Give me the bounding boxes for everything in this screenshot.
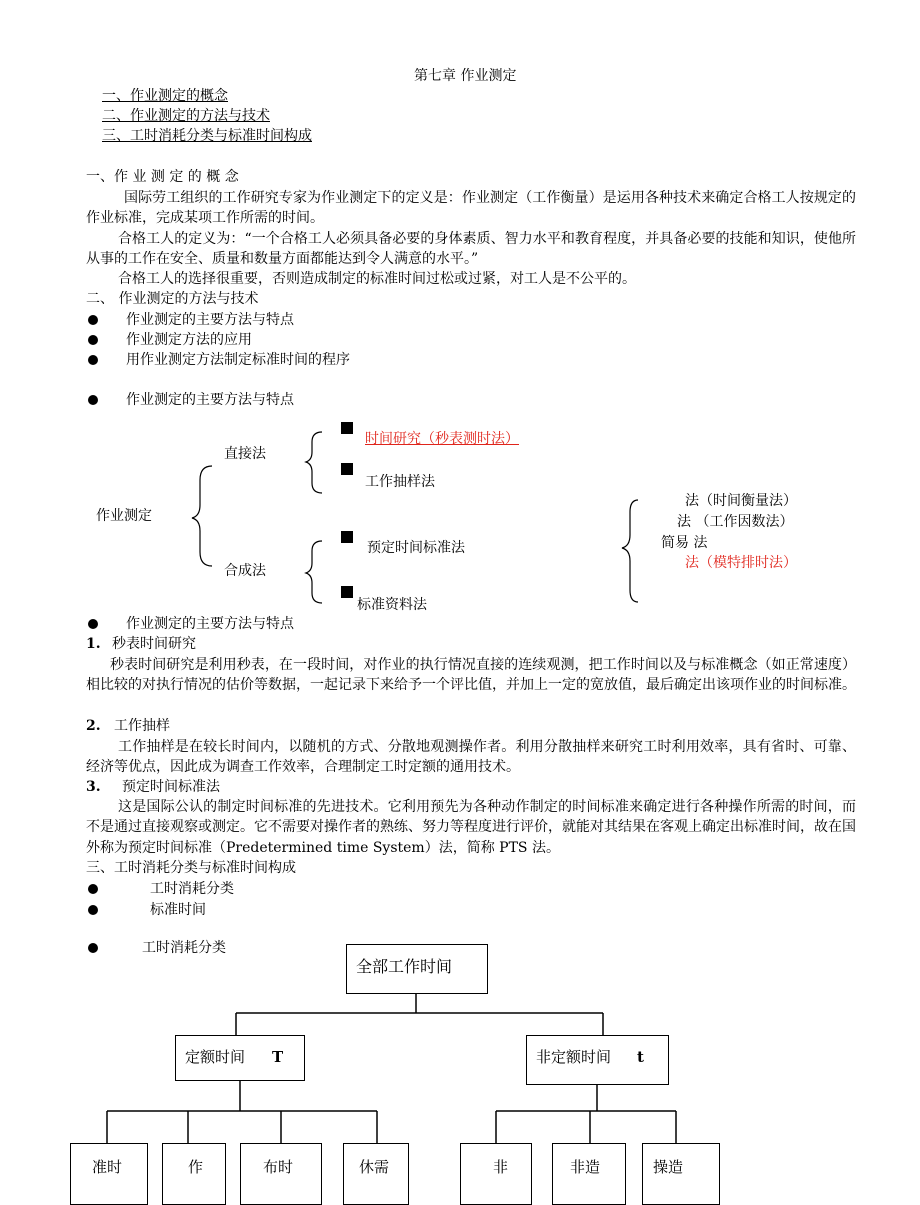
diagram-synthetic-method: 合成法 [224, 563, 266, 579]
tree-leaf-1 [70, 1143, 148, 1205]
tree-leaf-1-label: 准时 [92, 1158, 123, 1176]
section1-paragraph-1: 国际劳工组织的工作研究专家为作业测定下的定义是：作业测定（工作衡量）是运用各种技术来确定合格工人按规定的作业标准，完成某项工作所需的时间。 [86, 190, 856, 227]
tree-node-quota-time-label: 定额时间 [185, 1048, 246, 1066]
section2-bullet-1: 作业测定的主要方法与特点 [126, 312, 294, 328]
method-1-description: 秒表时间研究是利用秒表，在一段时间，对作业的执行情况直接的连续观测，把工作时间以及与标准概念（如正常速度）相比较的对执行情况的估价等数据，一起记录下来给予一个评比值，并加上一定的宽放值，最后确定出该项作业的时间标准。 [86, 657, 856, 694]
method-3-number: 3. [86, 779, 101, 795]
diagram-pts: 预定时间标准法 [367, 540, 465, 556]
method-3-name: 预定时间标准法 [122, 779, 220, 795]
section1-heading: 一、作 业 测 定 的 概 念 [86, 169, 239, 185]
tree-heading: 工时消耗分类 [142, 940, 226, 956]
tree-leaf-2 [162, 1143, 226, 1205]
tree-node-non-quota-time-symbol: t [637, 1048, 644, 1066]
method-2-description: 工作抽样是在较长时间内，以随机的方式、分散地观测操作者。利用分散抽样来研究工时利用效率，具有省时、可靠、经济等优点，因此成为调查工作效率，合理制定工时定额的通用技术。 [86, 739, 856, 776]
toc-link-2[interactable]: 二、作业测定的方法与技术 [102, 108, 270, 124]
toc-link-3[interactable]: 三、工时消耗分类与标准时间构成 [102, 128, 312, 144]
diagram-work-sampling: 工作抽样法 [365, 474, 435, 490]
section2-bullet-2: 作业测定方法的应用 [126, 332, 252, 348]
method-1-number: 1. [86, 636, 101, 652]
tree-leaf-4-label: 休需 [359, 1158, 390, 1176]
tree-root-label: 全部工作时间 [356, 957, 453, 976]
tree-leaf-6-label: 非造 [570, 1158, 601, 1176]
section2-bullet-3: 用作业测定方法制定标准时间的程序 [126, 352, 350, 368]
tree-node-non-quota-time-label: 非定额时间 [536, 1048, 612, 1066]
page-title: 第七章 作业测定 [414, 68, 517, 84]
pts-method-1: 法（时间衡量法） [685, 493, 797, 509]
section2-heading: 二、 作业测定的方法与技术 [86, 291, 259, 307]
tree-leaf-7-label: 操造 [653, 1158, 684, 1176]
section3-bullet-2: 标准时间 [150, 902, 206, 918]
tree-leaf-7 [642, 1143, 720, 1205]
method-2-number: 2. [86, 718, 101, 734]
diagram-root: 作业测定 [96, 508, 152, 524]
diagram-heading: 作业测定的主要方法与特点 [126, 392, 294, 408]
tree-root-node [346, 944, 488, 994]
tree-leaf-3-label: 布时 [263, 1158, 294, 1176]
diagram-standard-data: 标准资料法 [357, 597, 427, 613]
pts-method-4: 法（模特排时法） [685, 555, 797, 571]
method-2-name: 工作抽样 [114, 718, 170, 734]
toc-link-1[interactable]: 一、作业测定的概念 [102, 88, 228, 104]
methods-heading: 作业测定的主要方法与特点 [126, 616, 294, 632]
section3-bullet-1: 工时消耗分类 [150, 881, 234, 897]
tree-node-quota-time [175, 1035, 305, 1081]
pts-method-2: 法 （工作因数法） [677, 514, 794, 530]
tree-leaf-3 [240, 1143, 322, 1205]
section1-paragraph-3: 合格工人的选择很重要，否则造成制定的标准时间过松或过紧，对工人是不公平的。 [118, 271, 636, 287]
method-3-description: 这是国际公认的制定时间标准的先进技术。它利用预先为各种动作制定的时间标准来确定进行各种操作所需的时间，而不是通过直接观察或测定。它不需要对操作者的熟练、努力等程度进行评价，就能对其结果在客观上确定出标准时间，故在国外称为预定时间标准（Predetermined time System）法，简称 PTS 法。 [86, 799, 856, 856]
pts-method-3: 简易 法 [661, 535, 708, 551]
tree-leaf-5-label: 非 [493, 1158, 509, 1176]
section3-heading: 三、工时消耗分类与标准时间构成 [86, 860, 296, 876]
method-1-name: 秒表时间研究 [112, 636, 196, 652]
diagram-direct-method: 直接法 [224, 446, 266, 462]
tree-leaf-5 [460, 1143, 532, 1205]
tree-node-non-quota-time [526, 1035, 669, 1085]
tree-node-quota-time-symbol: T [272, 1048, 284, 1066]
tree-leaf-2-label: 作 [188, 1158, 204, 1176]
tree-leaf-6 [552, 1143, 626, 1205]
tree-leaf-4 [343, 1143, 409, 1205]
section1-paragraph-2: 合格工人的定义为：“一个合格工人必须具备必要的身体素质、智力水平和教育程度，并具备必要的技能和知识，使他所从事的工作在安全、质量和数量方面都能达到令人满意的水平。” [86, 231, 856, 268]
diagram-time-study[interactable]: 时间研究（秒表测时法） [365, 431, 519, 447]
